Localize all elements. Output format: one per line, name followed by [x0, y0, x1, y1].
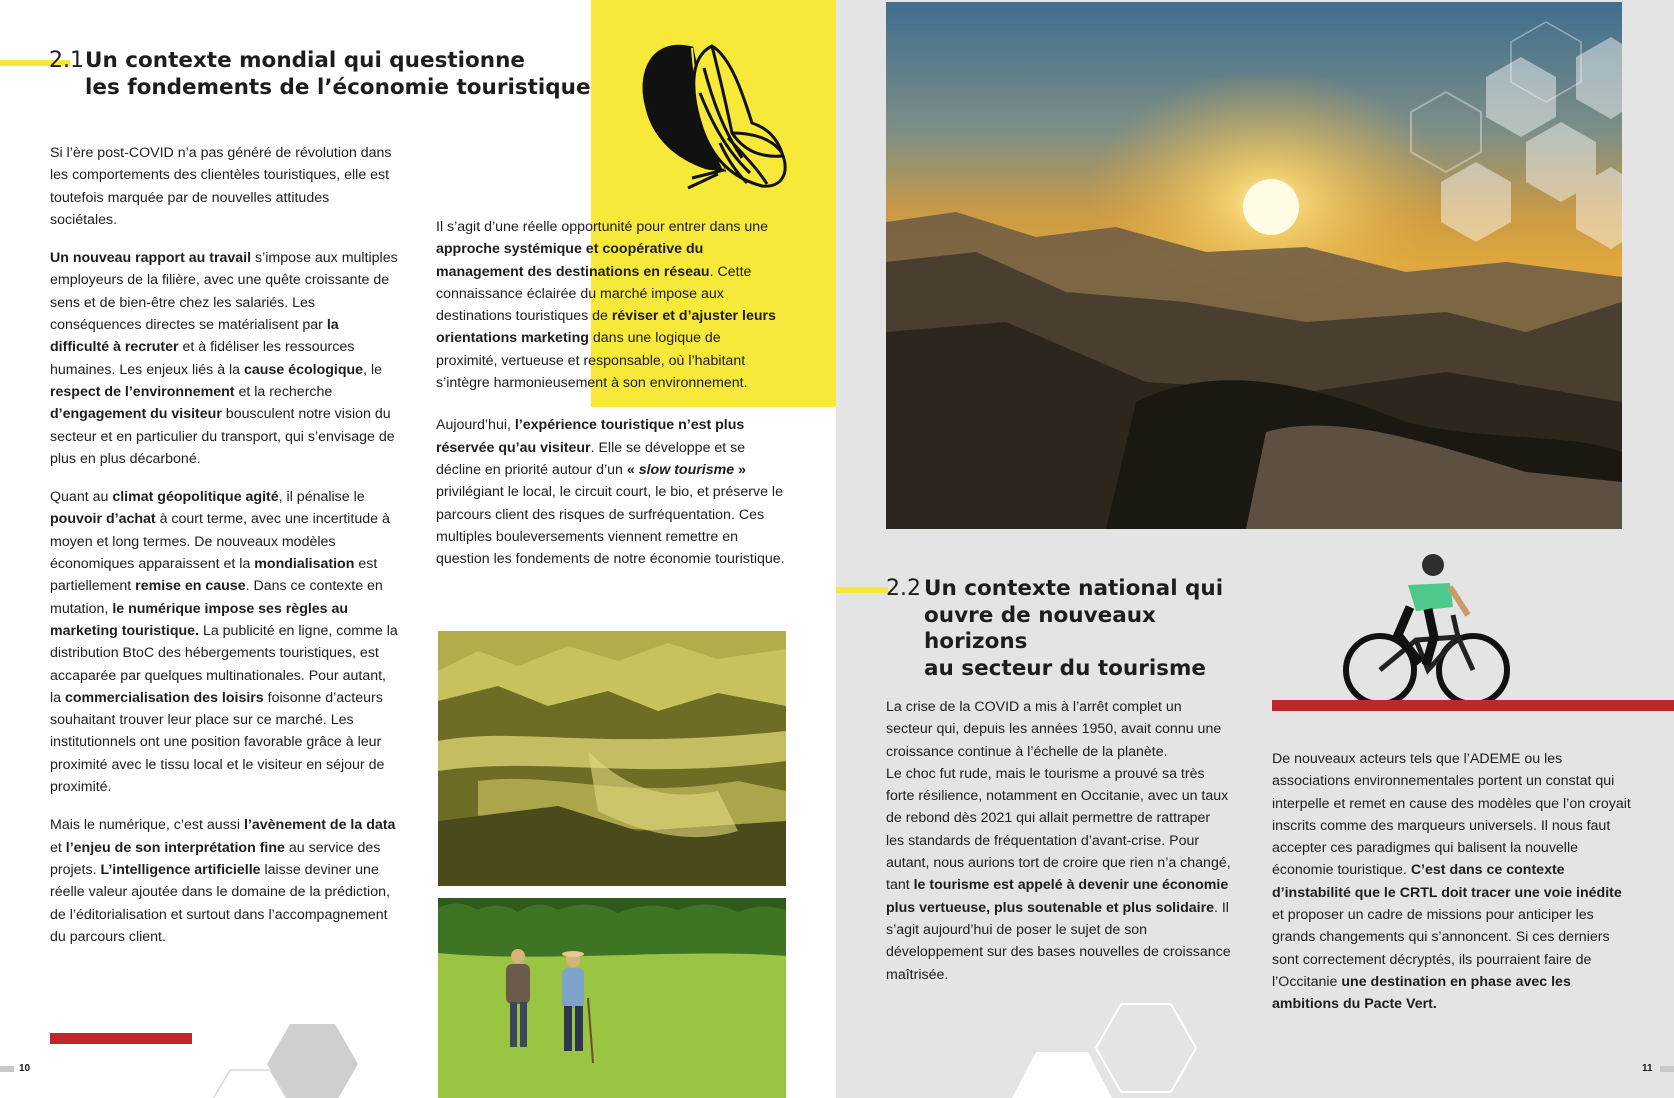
paragraph: [886, 696, 1231, 986]
page-number-right: 11: [1642, 1063, 1653, 1074]
right-column-1: [886, 696, 1231, 1002]
paragraph: [50, 247, 400, 470]
section-title-2-1: [49, 48, 605, 101]
text-span: La publicité en ligne, comme la distribution BtoC des hébergements touristiques, est accaparée par quelques multinationales. Pour autant, la: [50, 622, 398, 706]
paragraph: [436, 216, 786, 394]
mountain-biker-illustration: [1338, 545, 1513, 710]
bold-text: mondialisation: [254, 556, 355, 573]
text-span: au service des projets.: [50, 839, 381, 878]
section-title-line-2: les fondements de l’économie touristique: [85, 74, 591, 100]
bold-text: respect de l’environnement: [50, 383, 235, 400]
section-title-accent-bar: [836, 587, 888, 593]
mountain-cirque-photo: [438, 631, 786, 886]
text-span: et la recherche: [234, 383, 333, 400]
section-title-line-2: ouvre de nouveaux horizons: [924, 602, 1156, 654]
bold-text: approche systémique et coopérative du management des destinations en réseau: [436, 241, 710, 280]
text-span: La crise de la COVID a mis à l’arrêt complet un secteur qui, depuis les années 1950, avait connu une croissance continue à l’échelle de la planète.: [886, 699, 1222, 760]
bold-text: remise en cause: [135, 578, 246, 595]
bold-text: la difficulté à recruter: [50, 317, 339, 356]
red-accent-bar: [50, 1033, 192, 1044]
bold-text: Un nouveau rapport au travail: [50, 250, 252, 267]
text-span: et proposer un cadre de missions pour anticiper les grands changements qui s’annoncent. Si ces derniers sont correctement décryptés, ils pourraient faire de l’Occitanie: [1272, 907, 1610, 990]
butterfly-illustration: [632, 38, 792, 193]
paragraph: [50, 142, 400, 231]
bold-text: une destination en phase avec les ambitions du Pacte Vert.: [1272, 973, 1571, 1013]
text-span: , il pénalise le: [278, 489, 365, 506]
section-number: 2.1: [49, 48, 84, 73]
paragraph: [436, 414, 786, 570]
bold-text: réviser et d’ajuster leurs orientations marketing: [436, 308, 776, 347]
red-accent-bar: [1272, 700, 1674, 711]
bold-text: »: [734, 461, 746, 478]
text-span: . Dans ce contexte en mutation,: [50, 578, 383, 617]
text-span: et: [50, 839, 66, 856]
bold-text: l’enjeu de son interprétation fine: [65, 839, 285, 856]
section-title-line-3: au secteur du tourisme: [924, 655, 1206, 681]
text-span: . Cette connaissance éclairée du marché impose aux destinations touristiques de: [436, 263, 752, 325]
text-span: bousculent notre vision du secteur et en particulier du transport, qui s’envisage de plus en plus décarboné.: [50, 406, 395, 467]
text-span: dans une logique de proximité, vertueuse et responsable, où l’habitant s’intègre harmonieusement à son environnement.: [436, 330, 748, 392]
paragraph: [1272, 748, 1634, 1016]
text-span: Le choc fut rude, mais le tourisme a prouvé sa très forte résilience, notamment en Occitanie, avec un taux de rebond dès 2021 qui allait permettre de rattraper les standards de fréquentation d’avant-crise. Pour autant, nous aurions tort de croire que rien n’a changé, tant: [886, 765, 1231, 894]
left-page: [0, 0, 836, 1098]
text-span: . Il s’agit aujourd’hui de poser le sujet de son développement sur des bases nouvelles de croissance maîtrisée.: [886, 899, 1231, 983]
text-span: . Elle se développe et se décline en priorité autour d’un: [436, 439, 746, 478]
bold-text: le tourisme est appelé à devenir une économie plus vertueuse, plus soutenable et plus solidaire: [886, 877, 1229, 916]
hexagon-decoration: [1006, 1000, 1226, 1098]
bold-text: commercialisation des loisirs: [64, 689, 264, 706]
text-span: privilégiant le local, le circuit court, le bio, et préserve le parcours client des risques de surfréquentation. Ces multiples bouleversements viennent remettre en question les fondements de notre économie touristique.: [436, 484, 785, 568]
text-span: , le: [363, 361, 383, 378]
text-span: Mais le numérique, c’est aussi: [50, 817, 244, 834]
bold-text: d’engagement du visiteur: [50, 406, 222, 423]
text-span: à court terme, avec une incertitude à moyen et long termes. De nouveaux modèles économiques apparaissent et la: [50, 511, 390, 573]
bold-text: «: [626, 461, 639, 478]
text-span: Si l’ère post-COVID n’a pas généré de révolution dans les comportements des clientèles touristiques, elle est toutefois marquée par de nouvelles attitudes sociétales.: [50, 145, 392, 228]
page-number-left: 10: [19, 1063, 31, 1074]
text-span: Aujourd’hui,: [436, 417, 515, 434]
bold-text: le numérique impose ses règles au marketing touristique.: [50, 600, 349, 639]
section-title-2-2: [886, 576, 1264, 682]
section-title-line-1: Un contexte mondial qui questionne: [85, 48, 525, 73]
bold-text: pouvoir d’achat: [50, 511, 156, 528]
mountain-sunset-photo: [886, 2, 1622, 529]
section-title-line-1: Un contexte national qui: [924, 576, 1224, 601]
paragraph: [50, 814, 400, 948]
bold-text: l’expérience touristique n’est plus réservée qu’au visiteur: [436, 417, 745, 456]
bold-italic-text: slow tourisme: [638, 461, 735, 478]
section-number: 2.2: [886, 576, 921, 601]
text-span: s’impose aux multiples employeurs de la filière, avec une quête croissante de sens et de bien-être chez les salariés. Les conséquences directes se matérialisent par: [50, 250, 398, 334]
text-span: Quant au: [50, 489, 113, 506]
bold-text: C’est dans ce contexte d’instabilité que le CRTL doit tracer une voie inédite: [1272, 862, 1622, 901]
right-column-2: [1272, 748, 1634, 1032]
right-page: [836, 0, 1674, 1098]
bold-text: climat géopolitique agité: [112, 489, 279, 506]
bold-text: cause écologique: [244, 361, 364, 378]
text-span: est partiellement: [50, 556, 378, 595]
bold-text: L’intelligence artificielle: [100, 861, 261, 878]
left-column-2: [436, 216, 786, 586]
text-span: Il s’agit d’une réelle opportunité pour entrer dans une: [436, 219, 769, 235]
page-number-tick: [1660, 1066, 1674, 1072]
left-column-1: [50, 142, 400, 964]
page-number-tick: [0, 1066, 14, 1072]
bold-text: l’avènement de la data: [243, 817, 396, 834]
hikers-meadow-photo: [438, 898, 786, 1098]
text-span: et à fidéliser les ressources humaines. Les enjeux liés à la: [50, 339, 355, 378]
text-span: De nouveaux acteurs tels que l’ADEME ou les associations environnementales portent un constat qui interpelle et remet en cause des modèles que l’on croyait inscrits comme des marqueurs universels. Il nous faut accepter ces paradigmes qui balisent la nouvelle économie touristique.: [1272, 751, 1631, 879]
text-span: foisonne d’acteurs souhaitant trouver leur place sur ce marché. Les institutionnels ont une position favorable grâce à leur proximité avec le tissu local et le visiteur en séjour de proximité.: [50, 689, 385, 796]
text-span: laisse deviner une réelle valeur ajoutée dans le domaine de la prédiction, de l’éditorialisation et surtout dans l’accompagnement du parcours client.: [50, 861, 390, 945]
hexagon-decoration: [210, 1020, 390, 1098]
paragraph: [50, 486, 400, 798]
